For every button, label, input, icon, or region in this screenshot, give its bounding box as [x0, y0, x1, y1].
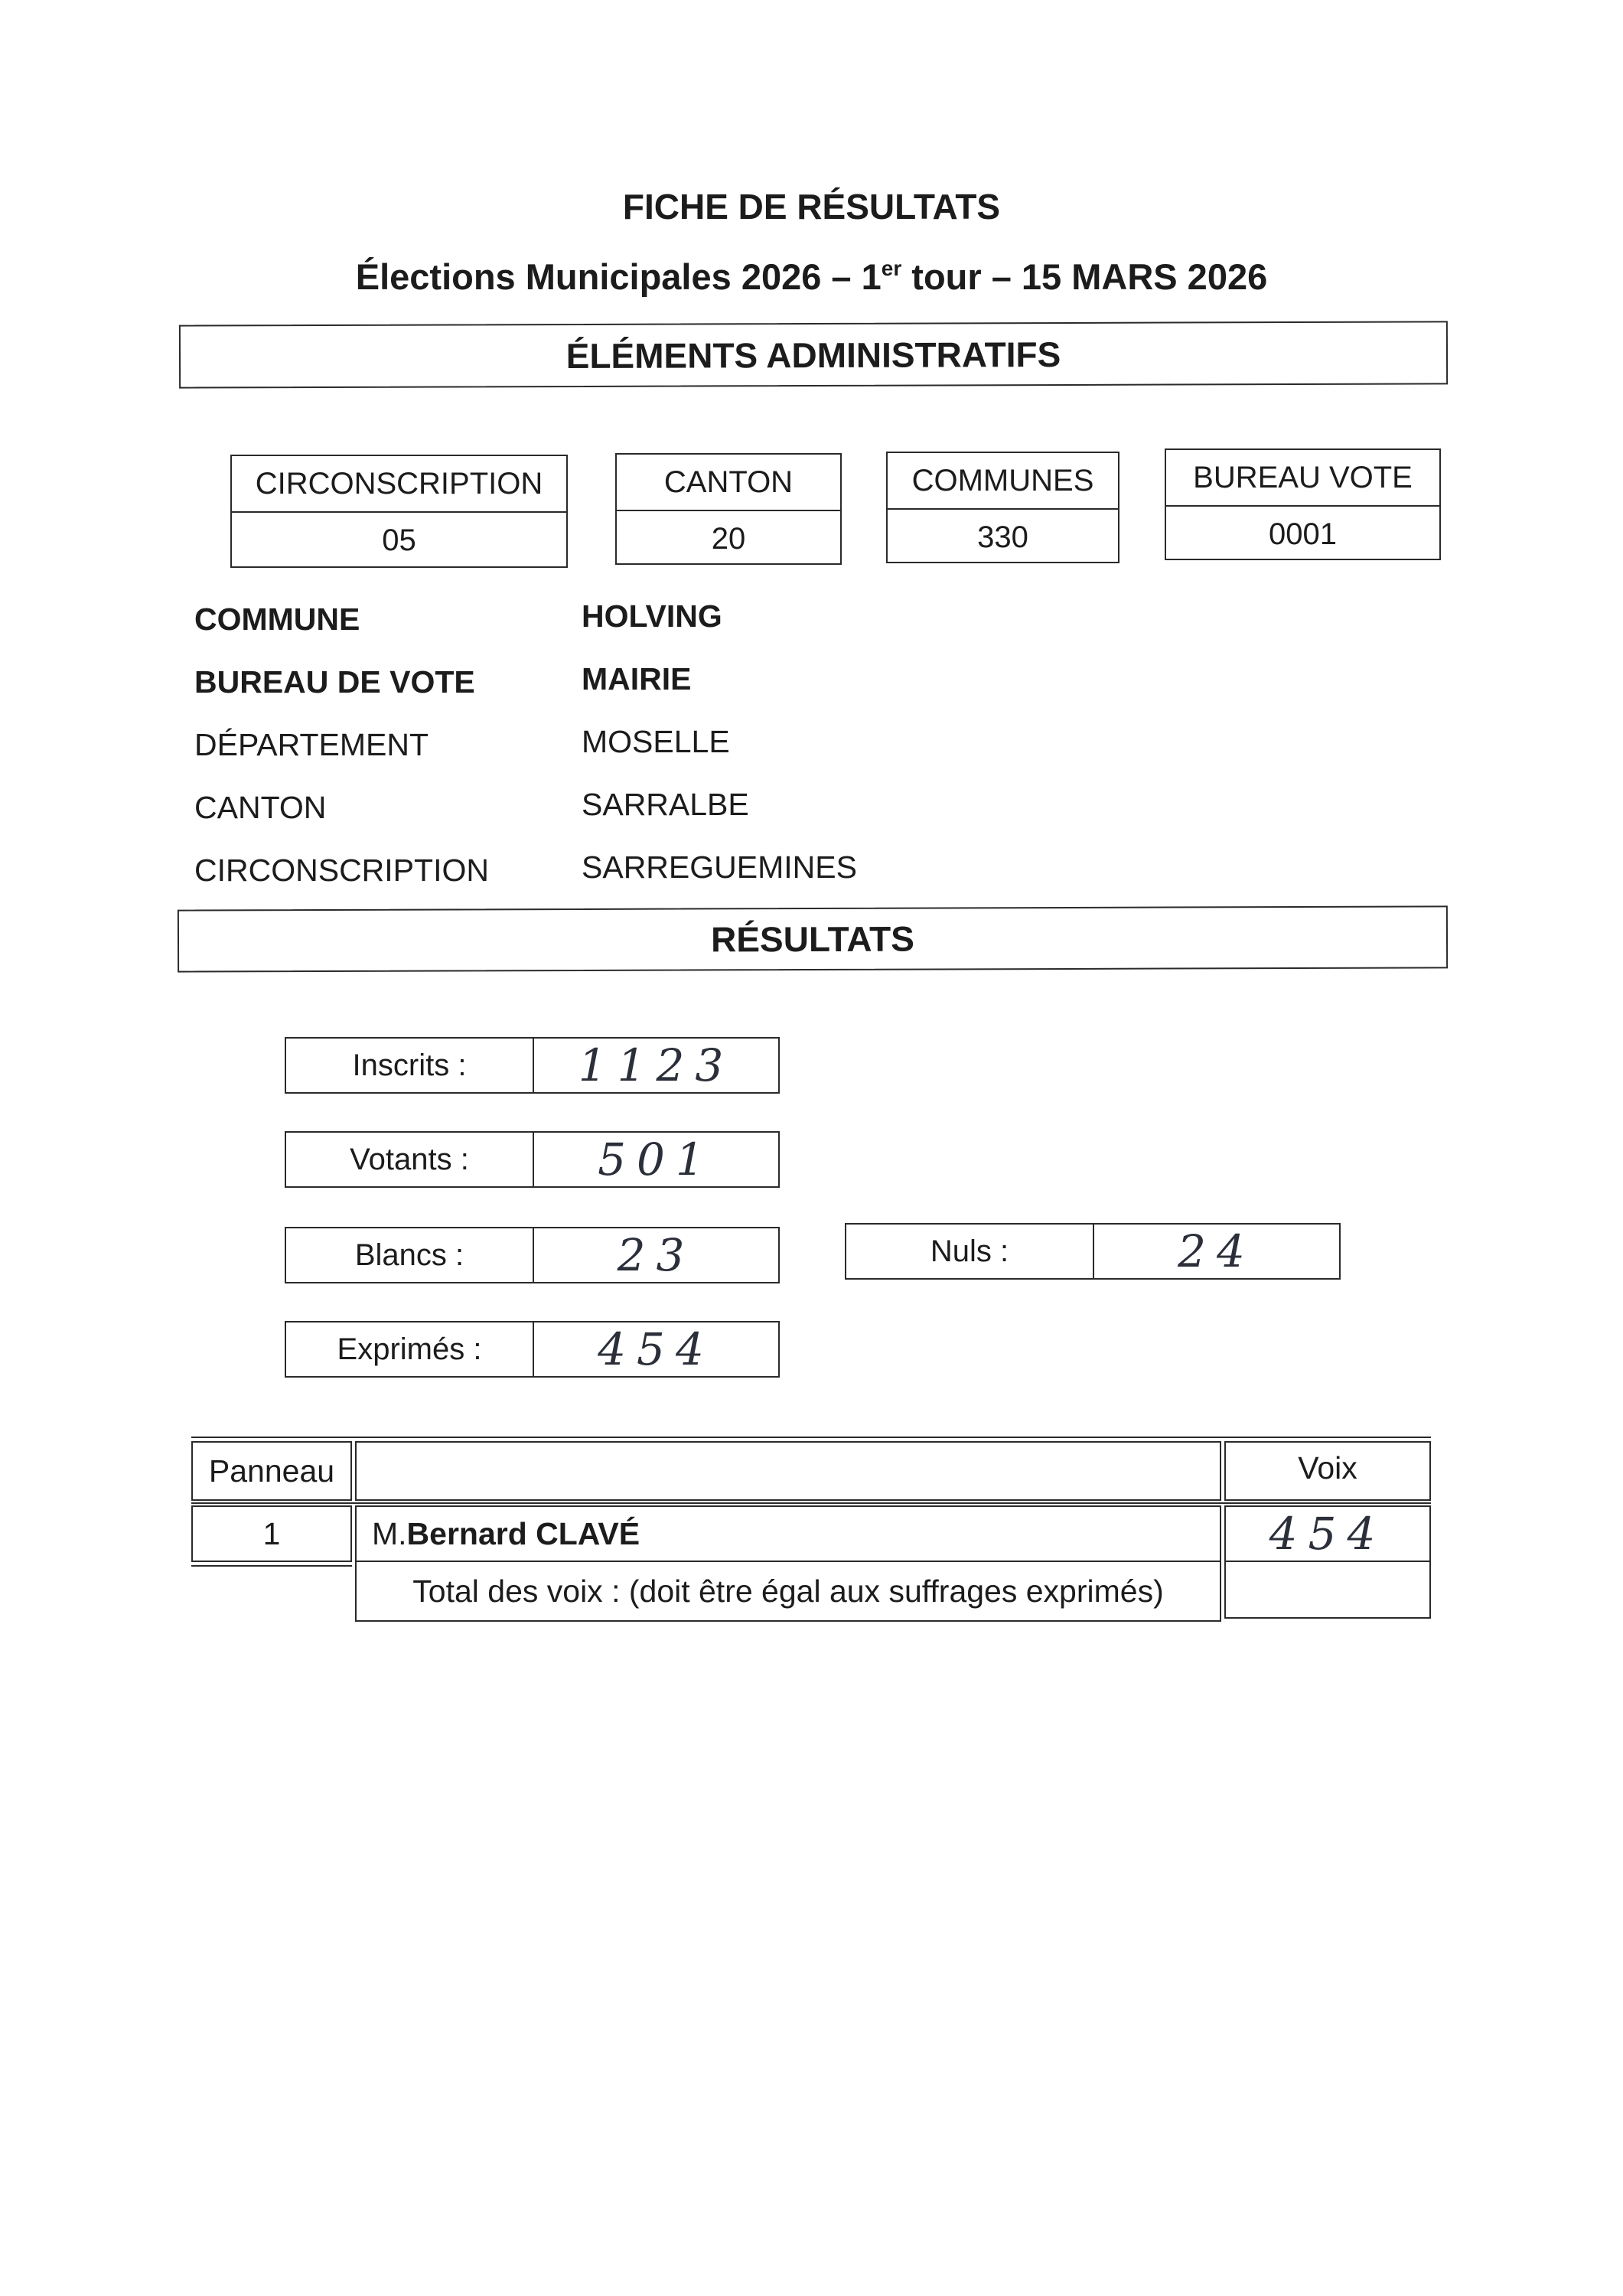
- code-box-canton: [615, 453, 842, 565]
- code-value: 20: [711, 522, 746, 556]
- code-label: CANTON: [617, 455, 840, 511]
- exprimes-field: [285, 1321, 780, 1378]
- subtitle-rest: tour – 15 MARS 2026: [901, 256, 1268, 297]
- inscrits-field: [285, 1037, 780, 1094]
- row-voix[interactable]: 454: [1224, 1505, 1431, 1562]
- detail-label-commune: COMMUNE: [194, 602, 360, 637]
- code-box-communes: [886, 452, 1119, 563]
- header-candidate: [355, 1441, 1221, 1501]
- votants-value[interactable]: 501: [598, 1133, 715, 1186]
- nuls-label: Nuls :: [846, 1225, 1094, 1278]
- exprimes-value[interactable]: 454: [598, 1323, 715, 1375]
- document-title: FICHE DE RÉSULTATS: [622, 187, 1001, 227]
- table-mid-rule: [191, 1502, 1431, 1504]
- detail-label-bureau: BUREAU DE VOTE: [194, 664, 475, 700]
- inscrits-value[interactable]: 1123: [578, 1039, 735, 1091]
- code-box-bureau-vote: [1165, 448, 1441, 560]
- blancs-label: Blancs :: [286, 1228, 534, 1282]
- votants-field: [285, 1131, 780, 1188]
- total-value[interactable]: [1224, 1561, 1431, 1619]
- subtitle-main: Élections Municipales 2026 – 1: [355, 256, 882, 297]
- row-panneau: 1: [191, 1505, 352, 1562]
- nuls-field: [845, 1223, 1341, 1280]
- detail-value-circonscription: SARREGUEMINES: [582, 850, 857, 885]
- results-section-header: [178, 905, 1448, 972]
- code-label: COMMUNES: [888, 453, 1118, 510]
- subtitle-ordinal: er: [881, 256, 902, 280]
- table-bottom-rule: [191, 1565, 352, 1567]
- nuls-value[interactable]: 24: [1178, 1225, 1256, 1277]
- detail-value-departement: MOSELLE: [582, 724, 730, 759]
- code-value: 05: [382, 523, 416, 557]
- blancs-value[interactable]: 23: [617, 1229, 696, 1281]
- table-top-rule: [191, 1437, 1431, 1438]
- detail-label-canton: CANTON: [194, 790, 327, 825]
- header-panneau: Panneau: [191, 1441, 352, 1501]
- blancs-field: [285, 1227, 780, 1283]
- code-label: BUREAU VOTE: [1166, 450, 1439, 507]
- code-box-circonscription: [230, 455, 568, 568]
- candidate-name: Bernard CLAVÉ: [406, 1515, 640, 1551]
- admin-section-header: [179, 321, 1448, 388]
- detail-label-circonscription: CIRCONSCRIPTION: [194, 853, 489, 888]
- exprimes-label: Exprimés :: [286, 1322, 534, 1376]
- code-label: CIRCONSCRIPTION: [232, 456, 566, 513]
- admin-section-title: ÉLÉMENTS ADMINISTRATIFS: [565, 334, 1061, 376]
- detail-label-departement: DÉPARTEMENT: [194, 727, 429, 762]
- header-voix: Voix: [1224, 1441, 1431, 1501]
- detail-value-bureau: MAIRIE: [582, 661, 692, 696]
- inscrits-label: Inscrits :: [286, 1039, 534, 1092]
- detail-value-canton: SARRALBE: [582, 787, 749, 822]
- code-value: 0001: [1269, 517, 1337, 551]
- code-value: 330: [977, 520, 1028, 554]
- document-subtitle: [0, 256, 1623, 298]
- votants-label: Votants :: [286, 1133, 534, 1186]
- candidate-civility: M.: [372, 1515, 407, 1551]
- detail-value-commune: HOLVING: [582, 598, 722, 634]
- total-label: Total des voix : (doit être égal aux suffrages exprimés): [355, 1561, 1221, 1622]
- results-section-title: RÉSULTATS: [711, 918, 914, 960]
- row-candidate: [355, 1505, 1221, 1562]
